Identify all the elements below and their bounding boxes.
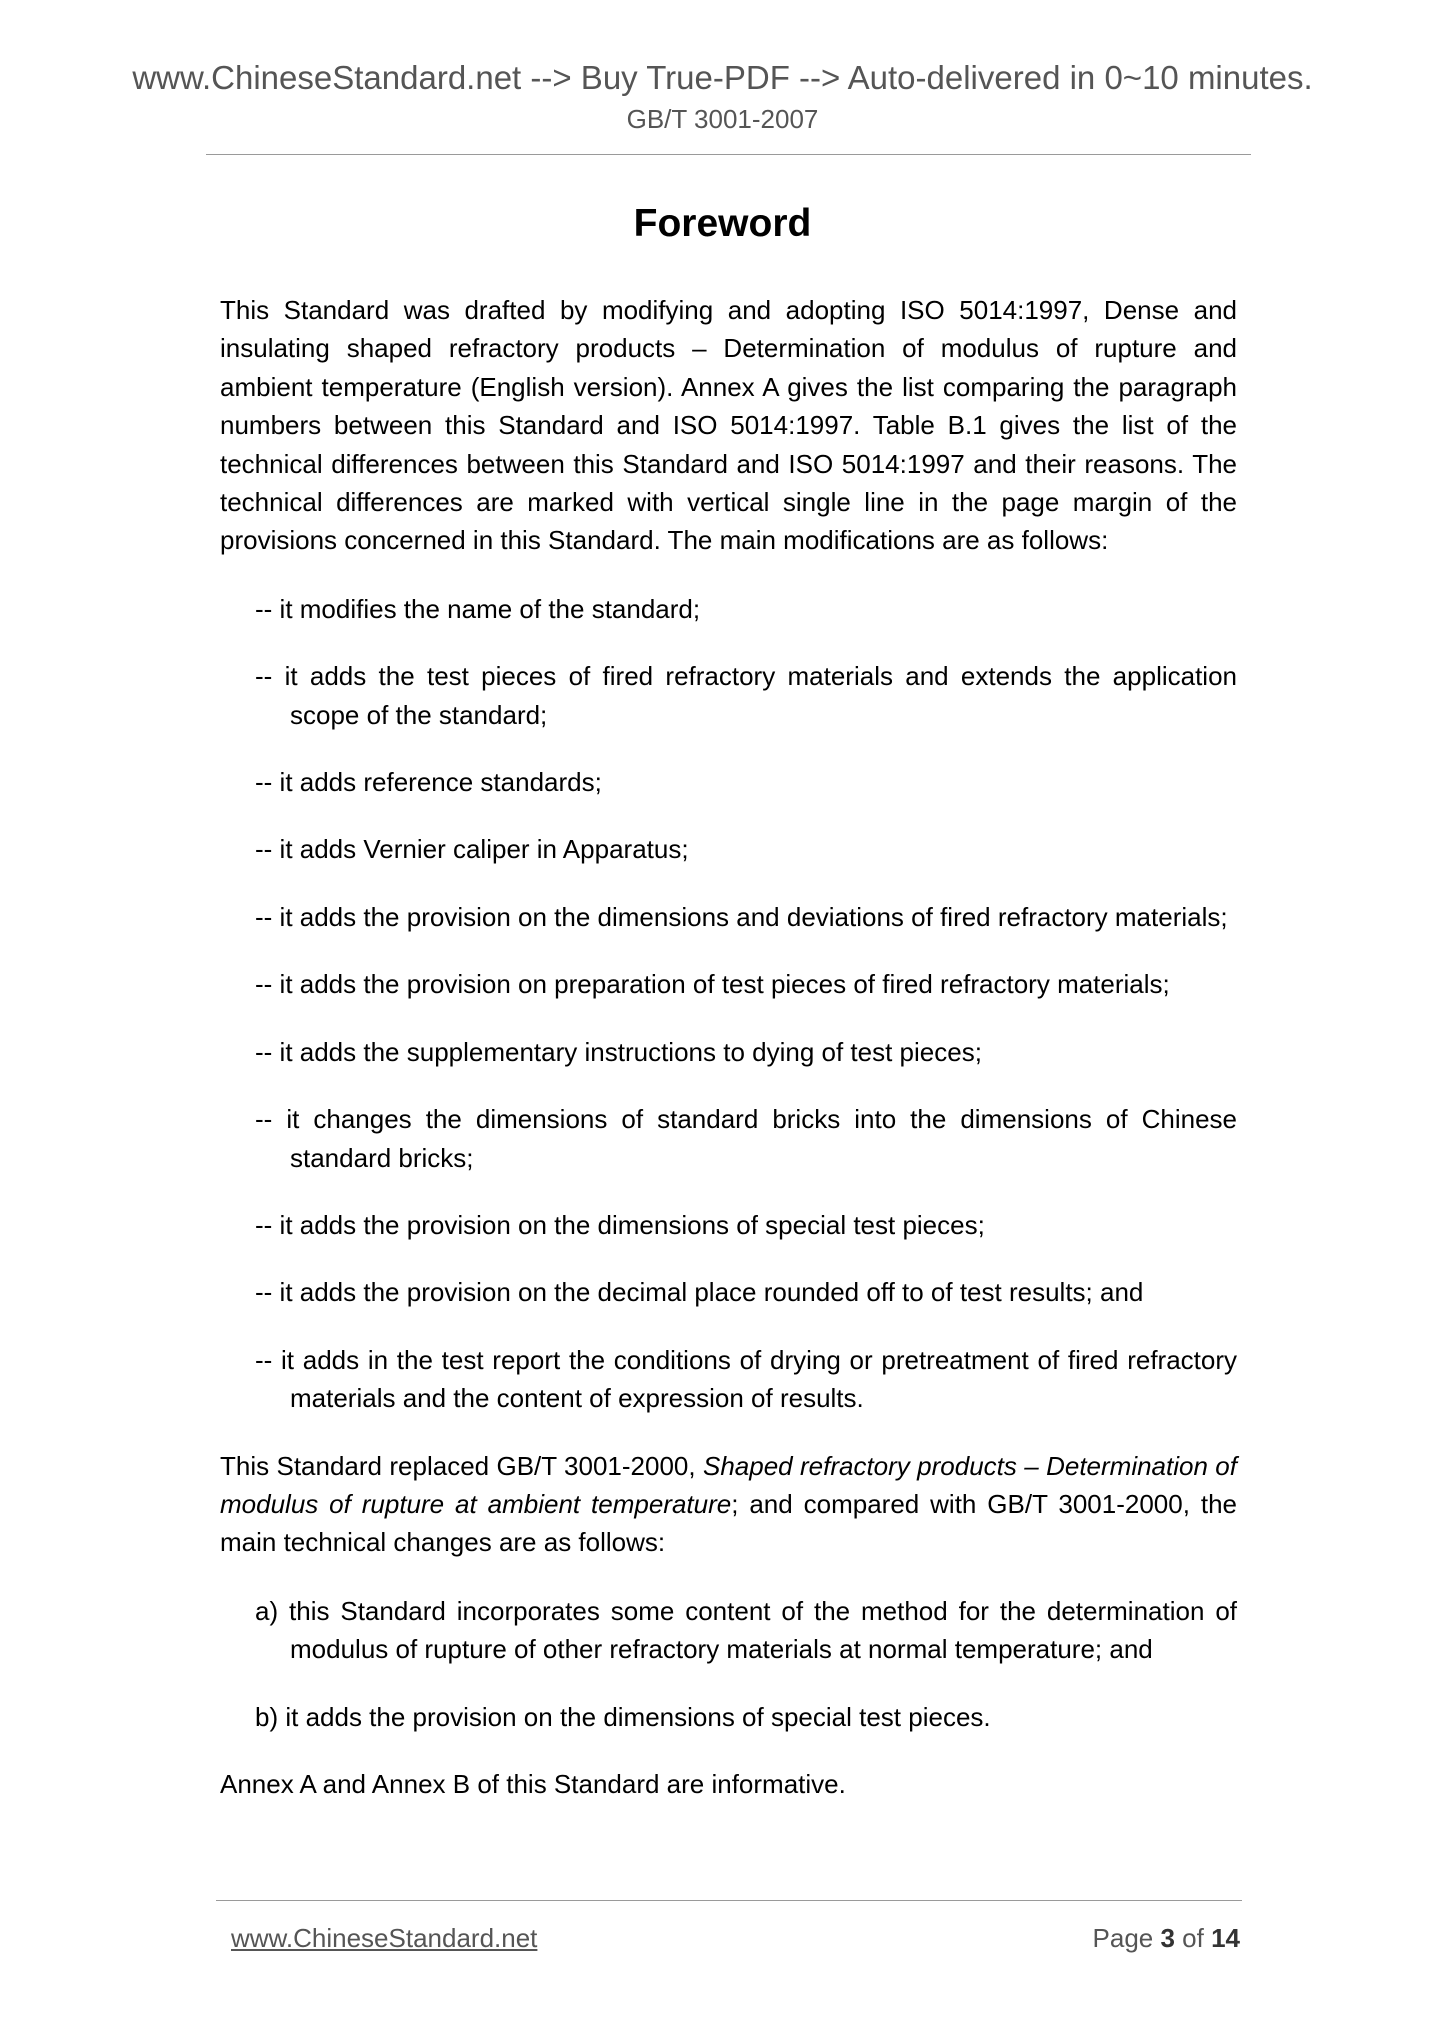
list-item: b) it adds the provision on the dimensions of special test pieces. <box>255 1701 991 1732</box>
modifications-list <box>220 590 1237 1418</box>
list-item: -- it adds the provision on preparation of test pieces of fired refractory materials; <box>255 969 1170 1000</box>
header-divider <box>206 154 1251 155</box>
page-current: 3 <box>1160 1923 1175 1953</box>
page-total: 14 <box>1211 1923 1240 1953</box>
page-of: of <box>1174 1923 1212 1953</box>
list-item: -- it adds reference standards; <box>255 767 602 798</box>
replaced-text-before: This Standard replaced GB/T 3001-2000, <box>220 1450 703 1481</box>
list-item: a) this Standard incorporates some content of the method for the determination of modulus of rupture of other refractory materials at normal temperature; and <box>255 1595 1237 1665</box>
page-number <box>1093 1922 1240 1954</box>
list-item: -- it adds Vernier caliper in Apparatus; <box>255 834 689 865</box>
list-item: -- it modifies the name of the standard; <box>255 593 701 624</box>
list-item: -- it adds the provision on the dimensions of special test pieces; <box>255 1209 985 1240</box>
page-prefix: Page <box>1092 1923 1161 1953</box>
standard-code: GB/T 3001-2007 <box>626 104 819 134</box>
annex-note: Annex A and Annex B of this Standard are informative. <box>220 1768 846 1799</box>
footer-divider <box>216 1900 1242 1901</box>
changes-list <box>220 1592 1237 1736</box>
intro-paragraph: This Standard was drafted by modifying and adopting ISO 5014:1997, Dense and insulating shaped refractory products – Determination of modulus of rupture and ambient temperature (English version). Annex A gives the list comparing the paragraph numbers between this Standard and ISO 5014:1997. Table B.1 gives the list of the technical differences between this Standard and ISO 5014:1997 and their reasons. The technical differences are marked with vertical single line in the page margin of the provisions concerned in this Standard. The main modifications are as follows: <box>220 295 1237 556</box>
list-item: -- it adds the provision on the dimensions and deviations of fired refractory materials; <box>255 901 1228 932</box>
page-title: Foreword <box>633 202 812 245</box>
replaced-standard-title: Shaped refractory products – Determination of modulus of rupture at ambient temperature <box>220 1450 1237 1519</box>
list-item: -- it changes the dimensions of standard bricks into the dimensions of Chinese standard bricks; <box>255 1104 1237 1173</box>
replaced-paragraph <box>220 1447 1237 1562</box>
header-banner: www.ChineseStandard.net --> Buy True-PDF --> Auto-delivered in 0~10 minutes. <box>132 59 1313 96</box>
list-item: -- it adds the supplementary instructions to dying of test pieces; <box>255 1036 982 1067</box>
footer-site-link[interactable]: www.ChineseStandard.net <box>231 1923 538 1953</box>
list-item: -- it adds the test pieces of fired refractory materials and extends the application scope of the standard; <box>255 661 1237 730</box>
list-item: -- it adds in the test report the conditions of drying or pretreatment of fired refractory materials and the content of expression of results. <box>255 1344 1237 1414</box>
list-item: -- it adds the provision on the decimal place rounded off to of test results; and <box>255 1277 1144 1308</box>
replaced-text-after: ; and compared with GB/T 3001-2000, the main technical changes are as follows: <box>220 1488 1237 1558</box>
foreword-body <box>220 291 1237 1833</box>
